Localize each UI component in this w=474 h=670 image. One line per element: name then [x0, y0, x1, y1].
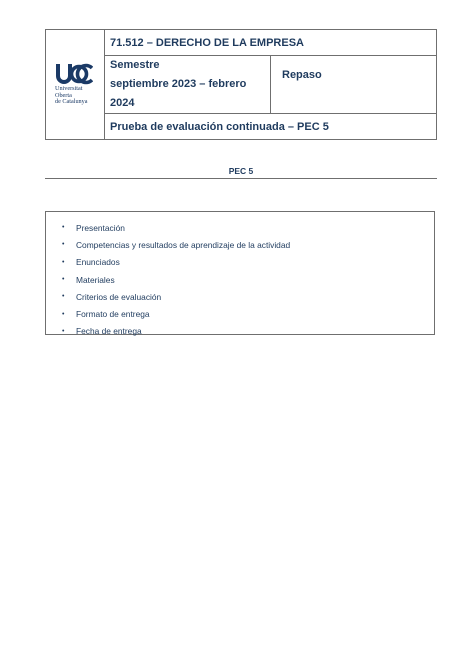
type-label: Repaso	[271, 56, 437, 114]
list-item-label: Criterios de evaluación	[76, 291, 162, 302]
contents-list	[46, 212, 434, 340]
bullet: •	[62, 224, 65, 232]
semester-label: Semestre	[110, 59, 160, 71]
logo-line-2: Oberta	[55, 91, 72, 99]
semester-dates: septiembre 2023 – febrero 2024	[110, 78, 247, 109]
list-item-label: Fecha de entrega	[76, 326, 142, 337]
list-item	[62, 305, 434, 322]
list-item-label: Enunciados	[76, 257, 120, 268]
semester-cell	[105, 56, 271, 114]
bullet: •	[62, 310, 65, 318]
list-item	[62, 323, 434, 340]
uoc-logo-icon	[55, 63, 93, 85]
list-item	[62, 271, 434, 288]
bullet: •	[62, 258, 65, 266]
bullet: •	[62, 276, 65, 284]
section-heading: PEC 5	[228, 166, 254, 176]
bullet: •	[62, 327, 65, 335]
list-item-label: Materiales	[76, 274, 115, 285]
list-item	[62, 219, 434, 236]
list-item-label: Competencias y resultados de aprendizaje de la actividad	[76, 239, 291, 250]
assessment-title: Prueba de evaluación continuada – PEC 5	[105, 114, 437, 140]
header-table	[45, 29, 437, 140]
logo-line-1: Universitat	[55, 85, 83, 93]
list-item-label: Formato de entrega	[76, 309, 150, 320]
course-title: 71.512 – DERECHO DE LA EMPRESA	[105, 30, 437, 56]
uoc-logo	[46, 63, 104, 106]
list-item-label: Presentación	[76, 222, 125, 233]
logo-text	[55, 86, 87, 106]
bullet: •	[62, 293, 65, 301]
bullet: •	[62, 241, 65, 249]
logo-line-3: de Catalunya	[55, 98, 88, 106]
logo-cell	[46, 30, 105, 140]
list-item	[62, 254, 434, 271]
list-item	[62, 288, 434, 305]
list-item	[62, 236, 434, 253]
contents-box	[45, 211, 435, 335]
section-divider	[45, 178, 437, 179]
